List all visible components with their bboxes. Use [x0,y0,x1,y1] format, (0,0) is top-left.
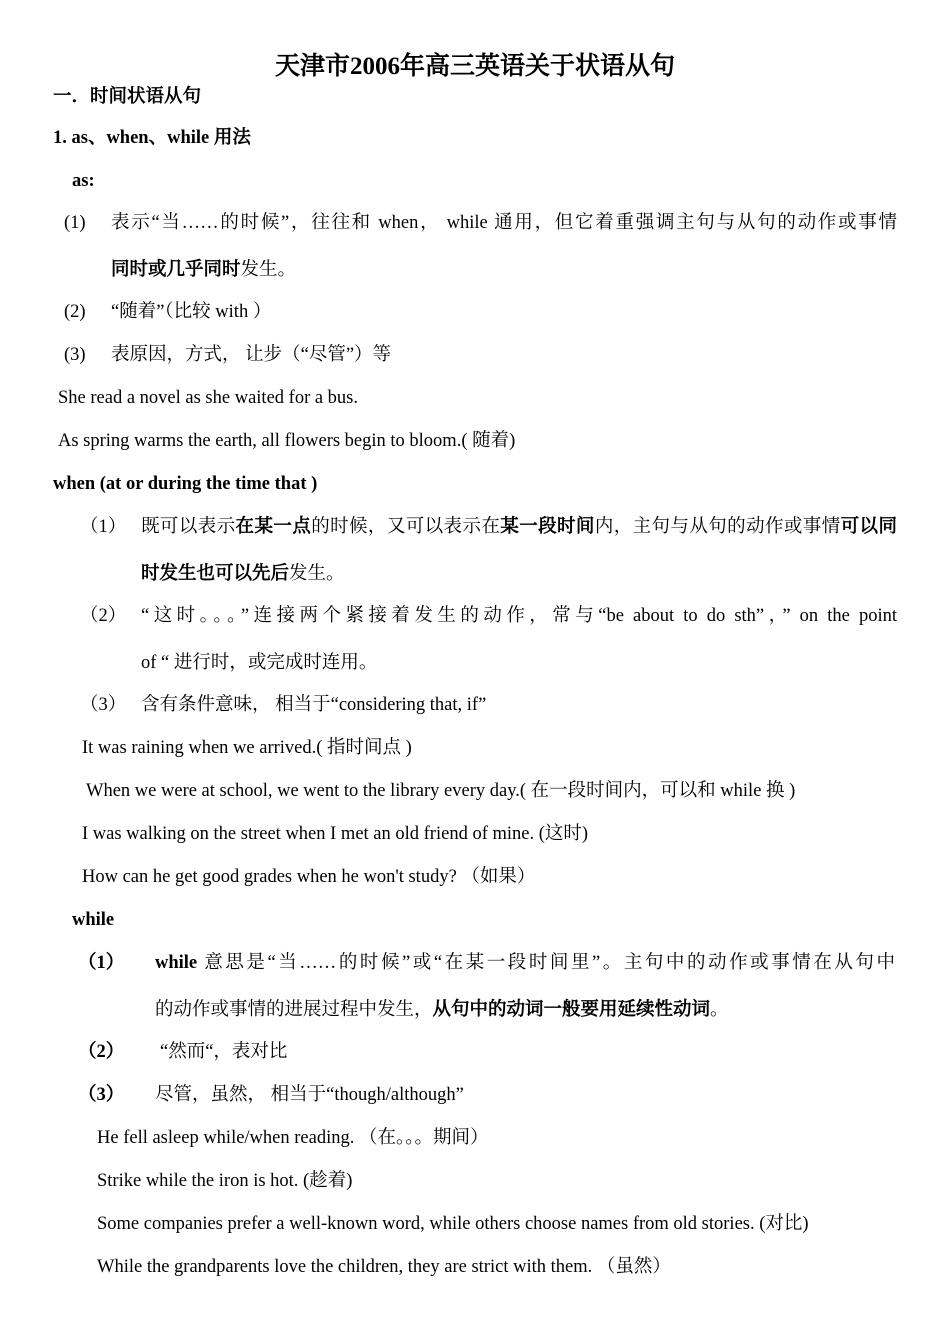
while-example-3: Some companies prefer a well-known word, while others choose names from old stories. (对比) [97,1214,809,1234]
while-item-2-number: （2） [78,1042,125,1062]
when-example-4: How can he get good grades when he won't study? （如果） [82,867,536,887]
as-example-2: As spring warms the earth, all flowers begin to bloom.( 随着) [58,431,516,451]
when-item-1-continuation [141,561,345,587]
while-example-4: While the grandparents love the children, they are strict with them. （虽然） [97,1257,671,1277]
as-item-3-text: 表原因，方式， 让步（“尽管”）等 [111,345,392,365]
as-item-1-number: (1) [64,213,86,233]
while-item-1-continuation [155,997,729,1023]
heading-as: as: [72,171,95,191]
as-item-2-text: “随着”（比较 with ） [111,302,272,322]
emphasis-text: 从句中的动词一般要用延续性动词 [432,1000,711,1020]
as-item-2-number: (2) [64,302,86,322]
while-item-1-text [155,950,895,976]
while-item-3-number: （3） [78,1085,125,1105]
subheading-as-when-while: 1. as、when、while 用法 [53,128,251,148]
when-item-3-text: 含有条件意味， 相当于“considering that, if” [141,695,487,715]
text: 发生。 [289,564,345,584]
when-item-2-text: “这时。。。”连接两个紧接着发生的动作，常与“be about to do sth”，” on the point [141,606,897,626]
when-item-2-number: （2） [80,606,127,626]
emphasis-text: 同时或几乎同时 [111,260,241,280]
when-example-1: It was raining when we arrived.( 指时间点 ) [82,738,412,758]
when-item-3-number: （3） [80,695,127,715]
when-item-1-number: （1） [80,517,127,537]
as-example-1: She read a novel as she waited for a bus. [58,388,359,408]
while-item-2-text: “然而“，表对比 [160,1042,288,1062]
text: 的动作或事情的进展过程中发生， [155,1000,433,1020]
text: 内，主句与从句的动作或事情 [594,517,841,537]
heading-when: when (at or during the time that ) [53,474,318,494]
text: 的时候，又可以表示在 [311,517,501,537]
text: 既可以表示 [141,517,236,537]
emphasis-text: 某一段时间 [500,517,595,537]
emphasis-text: 在某一点 [235,517,312,537]
while-item-3-text: 尽管，虽然， 相当于“though/although” [155,1085,464,1105]
emphasis-text: while [155,953,198,973]
emphasis-text: 时发生也可以先后 [141,564,290,584]
section-heading-adverbial-time: 一．时间状语从句 [53,87,202,107]
as-item-1-text: 表示“当……的时候”，往往和 when， while 通用，但它着重强调主句与从句的动作或事情 [111,213,897,233]
when-example-2: When we were at school, we went to the library every day.( 在一段时间内，可以和 while 换 ) [86,781,796,801]
while-example-2: Strike while the iron is hot. (趁着) [97,1171,353,1191]
as-item-1-continuation [111,257,296,283]
text: 。 [710,1000,729,1020]
heading-while: while [72,910,115,930]
emphasis-text: 可以同 [840,517,897,537]
text: 意思是“当……的时候”或“在某一段时间里”。主句中的动作或事情在从句中 [197,953,895,973]
when-item-2-continuation: of “ 进行时，或完成时连用。 [141,653,378,673]
document-title: 天津市2006年高三英语关于状语从句 [274,53,675,80]
as-item-3-number: (3) [64,345,86,365]
when-item-1-text [141,514,897,540]
text: 发生。 [240,260,297,280]
when-example-3: I was walking on the street when I met an old friend of mine. (这时) [82,824,589,844]
while-example-1: He fell asleep while/when reading. （在。。。期间） [97,1128,489,1148]
while-item-1-number: （1） [78,953,125,973]
